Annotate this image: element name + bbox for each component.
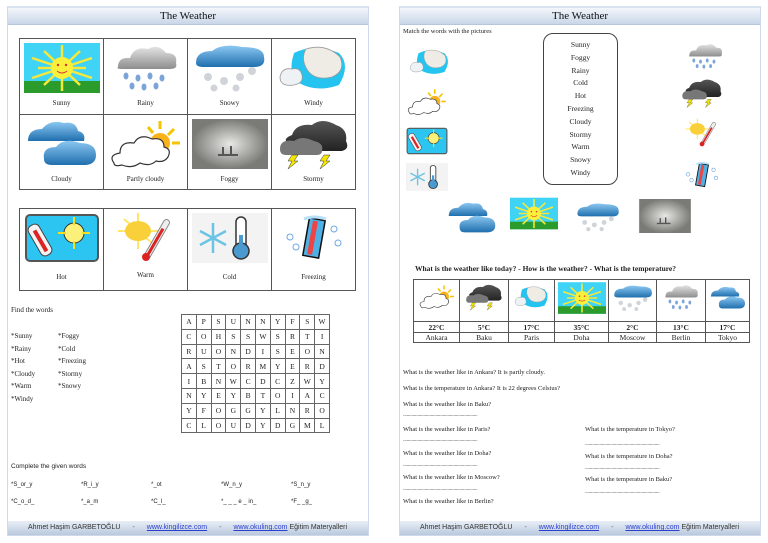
word-bank-item: Snowy: [570, 155, 591, 165]
grid-letter[interactable]: O: [300, 344, 315, 359]
footer-suffix: Eğitim Materyalleri: [287, 524, 348, 531]
word-bank-item: Cloudy: [569, 116, 592, 126]
picture-row: [20, 115, 356, 190]
picture-cell-freezing: [272, 209, 356, 291]
grid-letter[interactable]: L: [270, 403, 285, 418]
wind-icon: [513, 282, 551, 312]
grid-letter[interactable]: G: [241, 403, 256, 418]
picture-label: Warm: [137, 271, 154, 279]
grid-letter[interactable]: A: [182, 315, 197, 330]
grid-letter[interactable]: R: [300, 403, 315, 418]
grid-letter[interactable]: C: [270, 374, 285, 389]
gap-word: *S_n_y: [291, 482, 311, 488]
city-cell-tokyo: [706, 280, 750, 322]
snow-cloud-icon: [575, 197, 621, 237]
grid-row: [182, 374, 330, 389]
grid-letter[interactable]: S: [270, 344, 285, 359]
picture-cell-warm: [104, 209, 188, 291]
snow-cloud-icon: [192, 43, 268, 93]
answer-line[interactable]: ..............................................................: [403, 462, 478, 468]
grid-letter[interactable]: M: [255, 359, 270, 374]
match-instruction: Match the words with the pictures: [403, 28, 492, 35]
word-item: *Cloudy: [11, 369, 36, 378]
complete-words-title: Complete the given words: [11, 463, 87, 470]
word-bank-item: Sunny: [570, 40, 591, 49]
picture-cell-cold: [188, 209, 272, 291]
grid-letter[interactable]: W: [300, 374, 315, 389]
grid-letter[interactable]: O: [270, 388, 285, 403]
word-item: *Freezing: [58, 357, 86, 365]
grid-letter[interactable]: O: [315, 403, 330, 418]
grid-letter[interactable]: D: [255, 374, 270, 389]
grid-letter[interactable]: L: [196, 418, 211, 433]
sun-icon: [558, 282, 606, 314]
city-temperature: 22°C: [414, 322, 460, 333]
grid-letter[interactable]: B: [196, 374, 211, 389]
rain-cloud-icon: [683, 42, 727, 70]
grid-letter[interactable]: D: [241, 344, 256, 359]
question: What is the weather like in Ankara? It is partly cloudy.: [403, 369, 545, 376]
picture-label: Cold: [222, 273, 237, 281]
footer-link-kingilizce[interactable]: www.kingilizce.com: [538, 524, 600, 531]
city-cell-paris: [509, 280, 555, 322]
picture-label: Stormy: [303, 175, 324, 183]
fog-icon: [639, 199, 691, 233]
question: What is the weather like in Paris?: [403, 426, 491, 433]
grid-row: [182, 359, 330, 374]
footer-author: Ahmet Haşim GARBETOĞLU: [28, 524, 121, 531]
grid-letter[interactable]: C: [182, 418, 197, 433]
word-list-col1: [11, 330, 35, 405]
word-item: *Sunny: [11, 332, 33, 340]
city-name: Ankara: [414, 333, 460, 343]
grid-letter[interactable]: Z: [285, 374, 300, 389]
word-bank-item: Foggy: [570, 52, 591, 62]
grid-row: [182, 403, 330, 418]
grid-letter[interactable]: C: [241, 374, 256, 389]
city-temperature: 17°C: [706, 322, 750, 333]
page-footer: [400, 521, 760, 535]
city-cell-ankara: [414, 280, 460, 322]
city-name: Doha: [555, 333, 609, 343]
city-temp-row: [414, 322, 750, 333]
answer-line[interactable]: ..............................................................: [403, 412, 478, 418]
grid-letter[interactable]: C: [315, 388, 330, 403]
grid-letter[interactable]: F: [196, 403, 211, 418]
grid-letter[interactable]: A: [182, 359, 197, 374]
picture-label: Windy: [304, 99, 323, 107]
question: What is the temperature in Doha?: [585, 453, 673, 460]
page-footer: [8, 521, 368, 535]
grid-letter[interactable]: S: [196, 359, 211, 374]
word-item: *Warm: [11, 382, 32, 390]
worksheet-page-left: [7, 6, 369, 536]
picture-label: Rainy: [137, 99, 154, 107]
city-cell-baku: [460, 280, 509, 322]
picture-table-temperature: [19, 208, 356, 291]
footer-suffix: Eğitim Materyalleri: [679, 524, 740, 531]
grid-letter[interactable]: O: [211, 403, 226, 418]
picture-row: [20, 209, 356, 291]
grid-letter[interactable]: R: [285, 329, 300, 344]
grid-row: [182, 418, 330, 433]
grid-letter[interactable]: O: [211, 418, 226, 433]
footer-separator: -: [132, 524, 135, 531]
picture-label: Snowy: [219, 99, 240, 107]
warm-thermometer-icon: [108, 213, 184, 263]
grid-letter[interactable]: I: [255, 344, 270, 359]
city-temperature: 5°C: [460, 322, 509, 333]
page-title: The Weather: [8, 8, 368, 25]
word-bank-item: Windy: [570, 167, 591, 177]
grid-letter[interactable]: N: [226, 344, 241, 359]
storm-icon: [464, 282, 504, 312]
grid-letter[interactable]: U: [196, 344, 211, 359]
question: What is the temperature in Tokyo?: [585, 426, 675, 433]
grid-letter[interactable]: G: [226, 403, 241, 418]
word-item: *Windy: [11, 394, 34, 403]
grid-letter[interactable]: T: [300, 329, 315, 344]
word-bank-item: Hot: [574, 91, 587, 101]
fog-icon: [192, 119, 268, 169]
grid-letter[interactable]: Y: [270, 315, 285, 330]
picture-label: Cloudy: [51, 175, 72, 183]
city-name: Berlin: [657, 333, 706, 343]
grid-letter[interactable]: U: [226, 315, 241, 330]
grid-letter[interactable]: Y: [226, 388, 241, 403]
grid-letter[interactable]: Y: [196, 388, 211, 403]
picture-cell-foggy: [188, 115, 272, 190]
answer-line[interactable]: ..............................................................: [585, 441, 660, 447]
grid-letter[interactable]: I: [182, 374, 197, 389]
grid-letter[interactable]: N: [255, 315, 270, 330]
picture-row: [20, 39, 356, 115]
grid-letter[interactable]: W: [255, 329, 270, 344]
question: What is the weather like in Moscow?: [403, 474, 500, 481]
city-temperature: 13°C: [657, 322, 706, 333]
city-name: Moscow: [609, 333, 657, 343]
picture-cell-rainy: [104, 39, 188, 115]
grid-letter[interactable]: I: [315, 329, 330, 344]
city-temperature: 2°C: [609, 322, 657, 333]
word-bank-item: Cold: [573, 78, 588, 88]
city-name-row: [414, 333, 750, 343]
footer-author: Ahmet Haşim GARBETOĞLU: [420, 524, 513, 531]
grid-letter[interactable]: W: [315, 315, 330, 330]
grid-letter[interactable]: M: [300, 418, 315, 433]
worksheet-page-right: [399, 6, 761, 536]
grid-letter[interactable]: L: [315, 418, 330, 433]
word-item: *Stormy: [58, 369, 83, 378]
grid-letter[interactable]: D: [315, 359, 330, 374]
partly-cloudy-icon: [108, 119, 184, 169]
picture-cell-sunny: [20, 39, 104, 115]
picture-label: Freezing: [301, 273, 326, 281]
picture-cell-hot: [20, 209, 104, 291]
word-item: *Snowy: [58, 382, 81, 390]
answer-line[interactable]: ..............................................................: [403, 486, 478, 492]
question: What is the temperature in Ankara? It is 22 degrees Celsius?: [403, 385, 561, 392]
hot-thermometer-icon: [406, 124, 448, 158]
footer-link-kingilizce[interactable]: www.kingilizce.com: [146, 524, 208, 531]
word-item: *Foggy: [58, 332, 80, 340]
grid-letter[interactable]: H: [211, 329, 226, 344]
grid-letter[interactable]: E: [285, 344, 300, 359]
gap-word: *F_ _g_: [291, 499, 313, 505]
picture-cell-windy: [272, 39, 356, 115]
snow-cloud-icon: [612, 282, 654, 314]
grid-row: [182, 344, 330, 359]
picture-cell-partly-cloudy: [104, 115, 188, 190]
picture-cell-stormy: [272, 115, 356, 190]
city-cell-moscow: [609, 280, 657, 322]
city-name: Baku: [460, 333, 509, 343]
gap-word: *C_l_: [151, 499, 166, 505]
grid-letter[interactable]: Y: [315, 374, 330, 389]
storm-icon: [680, 76, 724, 110]
footer-separator: -: [524, 524, 527, 531]
grid-letter[interactable]: F: [285, 315, 300, 330]
wind-icon: [276, 43, 352, 93]
word-bank-item: Rainy: [571, 65, 590, 75]
grid-letter[interactable]: Y: [182, 403, 197, 418]
grid-letter[interactable]: Y: [255, 403, 270, 418]
storm-icon: [276, 119, 352, 169]
gap-word: *C_o_d_: [11, 499, 35, 505]
question: What is the weather like in Berlin?: [403, 498, 494, 505]
city-cell-berlin: [657, 280, 706, 322]
grid-row: [182, 329, 330, 344]
footer-link-okuling[interactable]: www.okuling.com: [625, 524, 680, 531]
wind-icon: [408, 42, 452, 82]
city-name: Tokyo: [706, 333, 750, 343]
find-words-title: Find the words: [11, 306, 53, 314]
cold-thermometer-icon: [406, 160, 448, 194]
cold-thermometer-icon: [192, 213, 268, 263]
gap-word: *_ot: [151, 482, 162, 488]
picture-label: Partly cloudy: [126, 175, 165, 183]
grid-letter[interactable]: B: [241, 388, 256, 403]
grid-letter[interactable]: D: [270, 418, 285, 433]
grid-letter[interactable]: R: [182, 344, 197, 359]
freezing-thermometer-icon: [680, 156, 724, 194]
grid-letter[interactable]: U: [226, 418, 241, 433]
grid-letter[interactable]: O: [226, 359, 241, 374]
word-item: *Cold: [58, 344, 76, 353]
city-temperature: 17°C: [509, 322, 555, 333]
picture-label: Foggy: [220, 175, 239, 183]
picture-cell-cloudy: [20, 115, 104, 190]
picture-table-weather: [19, 38, 356, 190]
question: What is the weather like in Baku?: [403, 401, 492, 408]
picture-label: Hot: [56, 273, 67, 281]
word-bank-item: Stormy: [569, 129, 592, 139]
gap-word: *_a_m: [81, 499, 99, 505]
grid-letter[interactable]: A: [300, 388, 315, 403]
grid-letter[interactable]: R: [241, 359, 256, 374]
grid-letter[interactable]: N: [211, 374, 226, 389]
grid-letter[interactable]: R: [300, 359, 315, 374]
grid-letter[interactable]: Y: [270, 359, 285, 374]
partly-cloudy-icon: [418, 282, 456, 312]
question: What is the temperature in Baku?: [585, 476, 673, 483]
city-icon-row: [414, 280, 750, 322]
word-item: *Hot: [11, 357, 25, 365]
city-weather-table: [413, 279, 750, 343]
grid-letter[interactable]: O: [196, 329, 211, 344]
grid-letter[interactable]: S: [211, 315, 226, 330]
footer-separator: -: [611, 524, 614, 531]
footer-separator: -: [219, 524, 222, 531]
cloud-icon: [446, 198, 498, 238]
word-search-grid: [181, 314, 330, 433]
grid-letter[interactable]: N: [182, 388, 197, 403]
grid-letter[interactable]: E: [211, 388, 226, 403]
gap-word: *R_i_y: [81, 482, 99, 488]
freezing-thermometer-icon: [276, 213, 352, 263]
answer-line[interactable]: ..............................................................: [585, 465, 660, 471]
warm-thermometer-icon: [680, 114, 724, 152]
rain-cloud-icon: [108, 43, 184, 93]
grid-letter[interactable]: N: [285, 403, 300, 418]
grid-letter[interactable]: S: [226, 329, 241, 344]
grid-letter[interactable]: S: [300, 315, 315, 330]
footer-link-okuling[interactable]: www.okuling.com: [233, 524, 288, 531]
picture-cell-snowy: [188, 39, 272, 115]
grid-letter[interactable]: S: [270, 329, 285, 344]
gap-word: *W_n_y: [221, 482, 243, 488]
word-bank-item: Warm: [571, 142, 590, 152]
grid-letter[interactable]: S: [241, 329, 256, 344]
word-item: *Rainy: [11, 344, 32, 353]
city-temperature: 35°C: [555, 322, 609, 333]
grid-letter[interactable]: G: [285, 418, 300, 433]
cloud-icon: [709, 282, 747, 314]
rain-cloud-icon: [660, 282, 702, 312]
cloud-icon: [24, 119, 100, 169]
answer-line[interactable]: ..............................................................: [403, 437, 478, 443]
word-bank-item: Freezing: [567, 103, 594, 113]
grid-letter[interactable]: E: [285, 359, 300, 374]
page-title: The Weather: [400, 8, 760, 25]
grid-letter[interactable]: T: [211, 359, 226, 374]
sun-icon: [510, 197, 558, 230]
grid-letter[interactable]: P: [196, 315, 211, 330]
picture-label: Sunny: [52, 99, 71, 107]
answer-line[interactable]: ..............................................................: [585, 489, 660, 495]
word-list-col2: [58, 330, 86, 393]
partly-cloudy-icon: [406, 84, 448, 120]
question: What is the weather like in Doha?: [403, 450, 492, 457]
sun-icon: [24, 43, 100, 93]
grid-row: [182, 388, 330, 403]
word-bank: [543, 33, 618, 185]
hot-thermometer-icon: [24, 213, 100, 263]
grid-letter[interactable]: C: [182, 329, 197, 344]
grid-letter[interactable]: D: [241, 418, 256, 433]
grid-letter[interactable]: W: [226, 374, 241, 389]
grid-row: [182, 315, 330, 330]
gap-word: *_ _ _ e _ in_: [221, 499, 257, 505]
city-name: Paris: [509, 333, 555, 343]
grid-letter[interactable]: Y: [255, 418, 270, 433]
grid-letter[interactable]: N: [241, 315, 256, 330]
gap-word: *S_or_y: [11, 482, 33, 488]
grid-letter[interactable]: N: [315, 344, 330, 359]
grid-letter[interactable]: O: [211, 344, 226, 359]
weather-questions-heading: What is the weather like today? - How is the weather? - What is the temperature?: [415, 264, 677, 273]
city-cell-doha: [555, 280, 609, 322]
grid-letter[interactable]: T: [255, 388, 270, 403]
grid-letter[interactable]: I: [285, 388, 300, 403]
